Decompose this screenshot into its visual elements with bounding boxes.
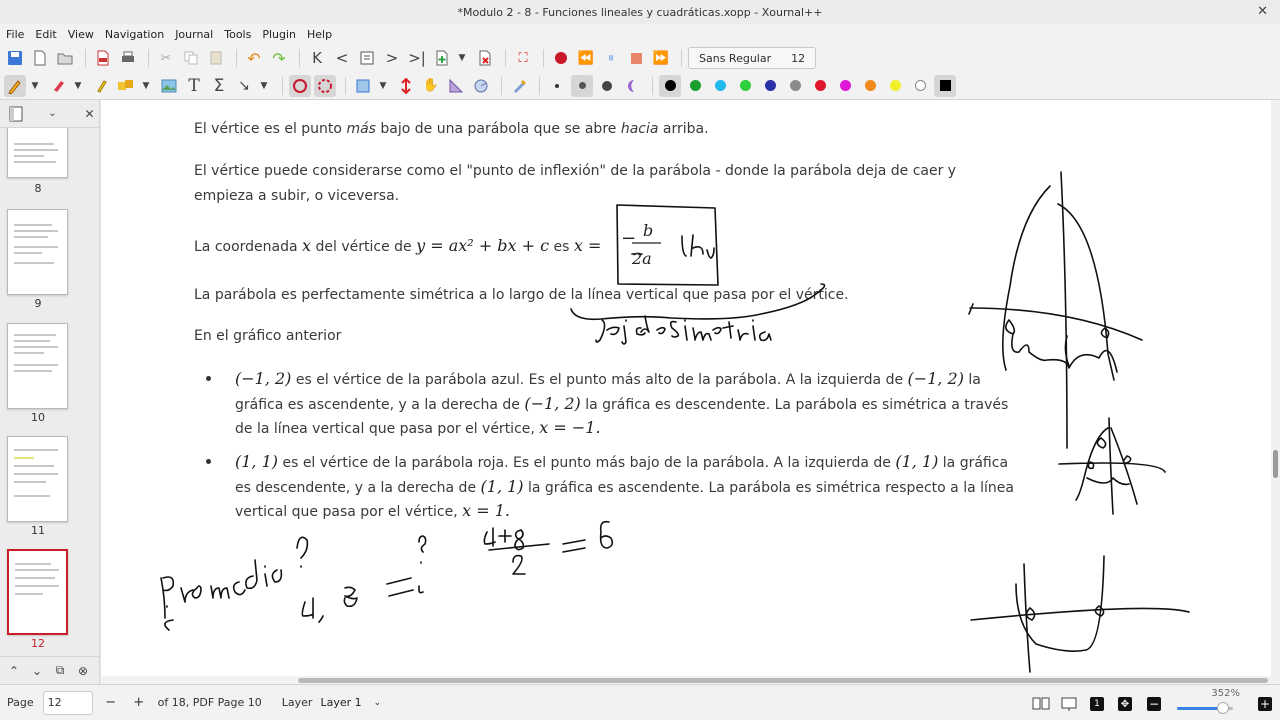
fast-forward-icon[interactable]: ⏩ <box>652 50 670 66</box>
vertical-space-icon[interactable] <box>395 75 417 97</box>
zoom-out-icon[interactable]: − <box>1148 697 1160 711</box>
zoom-level: 352% <box>1211 688 1240 699</box>
bullet-red-line3: vertical que pasa por el vértice, x = 1. <box>235 501 510 520</box>
draw-line-icon[interactable]: ↘ <box>238 77 250 94</box>
zoom-slider[interactable] <box>1177 707 1233 710</box>
horizontal-scrollbar[interactable] <box>101 676 1271 684</box>
eraser-icon[interactable] <box>47 75 69 97</box>
last-page-icon[interactable]: >| <box>408 49 426 67</box>
close-icon[interactable]: ✕ <box>1257 4 1268 19</box>
move-page-up-icon[interactable]: ⌃ <box>8 663 20 678</box>
color-light-blue-swatch[interactable] <box>709 75 731 97</box>
toolbar-separator <box>501 77 502 95</box>
toolbar-separator <box>282 77 283 95</box>
font-selector[interactable] <box>688 47 816 69</box>
compass-icon[interactable] <box>470 75 492 97</box>
horizontal-scroll-thumb[interactable] <box>298 678 1268 683</box>
color-yellow-swatch[interactable] <box>884 75 906 97</box>
rewind-icon[interactable]: ⏪ <box>577 50 595 66</box>
toolbar-separator <box>85 49 86 67</box>
chevron-down-icon[interactable]: ⌄ <box>48 108 57 119</box>
menu-tools[interactable]: Tools <box>224 27 252 41</box>
next-page-icon[interactable]: > <box>385 49 399 67</box>
color-magenta-swatch[interactable] <box>834 75 856 97</box>
goto-page-icon[interactable] <box>356 47 378 69</box>
menu-edit[interactable]: Edit <box>35 27 57 41</box>
font-name: Sans Regular <box>699 51 772 65</box>
fill-icon[interactable] <box>621 75 643 97</box>
chevron-down-icon[interactable]: ▼ <box>31 80 39 91</box>
presentation-mode-icon[interactable] <box>1058 693 1080 715</box>
pen-icon[interactable] <box>4 75 26 97</box>
menu-plugin[interactable]: Plugin <box>262 27 297 41</box>
default-tool-icon[interactable] <box>508 75 530 97</box>
save-icon[interactable] <box>4 47 26 69</box>
pause-icon[interactable]: ⏸ <box>607 50 615 66</box>
chevron-down-icon[interactable]: ▼ <box>260 80 268 91</box>
layer-label: Layer <box>281 696 313 709</box>
page-preview-icon[interactable] <box>6 103 25 125</box>
medium-line-icon[interactable] <box>571 75 593 97</box>
zoom-100-icon[interactable]: 1 <box>1086 693 1108 715</box>
first-page-icon[interactable]: K <box>312 49 322 67</box>
new-document-icon[interactable] <box>29 47 51 69</box>
page-number-selected: 12 <box>31 637 45 650</box>
bullet-red-line2: es descendente, y a la derecha de (1, 1) la gráfica es ascendente. La parábola es simétrica respecto a la línea <box>235 477 1014 496</box>
custom-color-swatch[interactable] <box>934 75 956 97</box>
record-icon[interactable] <box>550 47 572 69</box>
page-count-text: of 18, PDF Page 10 <box>157 696 262 709</box>
page-thumbnail[interactable] <box>7 323 68 409</box>
hand-icon[interactable]: ✋ <box>422 78 440 93</box>
two-pages-icon[interactable] <box>1030 693 1052 715</box>
color-white-swatch[interactable] <box>909 75 931 97</box>
page-decrement-button[interactable]: − <box>105 695 117 710</box>
print-icon[interactable] <box>117 47 139 69</box>
toolbar-separator <box>652 77 653 95</box>
shape-recognizer-icon[interactable] <box>115 75 137 97</box>
bullet-red-line1: (1, 1) es el vértice de la parábola roja. Es el punto más bajo de la parábola. A la izquierda de (1, 1) la gráfica <box>235 452 1009 471</box>
menu-view[interactable]: View <box>67 27 94 41</box>
toolbar-separator <box>148 49 149 67</box>
vertical-scroll-thumb[interactable] <box>1273 450 1278 478</box>
highlighter-icon[interactable] <box>90 75 112 97</box>
page-number: 11 <box>31 524 45 537</box>
chevron-down-icon[interactable]: ⌄ <box>373 697 382 708</box>
color-green-swatch[interactable] <box>684 75 706 97</box>
toolbar-separator <box>543 49 544 67</box>
delete-page-icon[interactable] <box>474 47 496 69</box>
page-thumbnails <box>0 128 100 656</box>
add-page-icon[interactable] <box>431 47 453 69</box>
bullet-blue-line1: (−1, 2) es el vértice de la parábola azul. Es el punto más alto de la parábola. A la izquierda de (−1, 2) la <box>235 369 981 388</box>
color-red-swatch[interactable] <box>809 75 831 97</box>
menu-help[interactable]: Help <box>307 27 333 41</box>
open-folder-icon[interactable] <box>54 47 76 69</box>
handwritten-annotations <box>101 100 1271 676</box>
toolbar-separator <box>681 49 682 67</box>
menu-file[interactable]: File <box>6 27 25 41</box>
redo-icon[interactable]: ↷ <box>272 48 286 68</box>
svg-text:b: b <box>643 221 654 240</box>
text-tool-icon[interactable]: T <box>188 75 200 96</box>
toolbar-separator <box>236 49 237 67</box>
menu-navigation[interactable]: Navigation <box>104 27 165 41</box>
toolbar-separator <box>539 77 540 95</box>
fine-line-icon[interactable] <box>546 75 568 97</box>
previous-page-icon[interactable]: < <box>335 49 349 67</box>
paragraph-symmetry: La parábola es perfectamente simétrica a lo largo de la línea vertical que pasa por el vértice. <box>194 287 849 303</box>
color-light-green-swatch[interactable] <box>734 75 756 97</box>
select-region-icon[interactable] <box>289 75 311 97</box>
toolbar-separator <box>345 77 346 95</box>
menu-bar <box>0 24 1280 44</box>
zoom-in-icon[interactable]: + <box>1259 697 1271 711</box>
page-thumbnail[interactable] <box>7 128 68 178</box>
chevron-down-icon[interactable]: ▼ <box>74 80 82 91</box>
bullet-blue-line2: gráfica es ascendente, y a la derecha de (−1, 2) la gráfica es descendente. La parábola es simétrica a través <box>235 394 1009 413</box>
copy-page-icon[interactable]: ⧉ <box>55 663 65 677</box>
export-pdf-icon[interactable] <box>92 47 114 69</box>
undo-icon[interactable]: ↶ <box>247 48 261 68</box>
paragraph-inflection-line2: empieza a subir, o viceversa. <box>194 188 400 204</box>
ruler-icon[interactable] <box>445 75 467 97</box>
chevron-down-icon[interactable]: ▼ <box>379 80 387 91</box>
paragraph-vertex-definition: El vértice es el punto más bajo de una parábola que se abre hacia arriba. <box>194 121 709 137</box>
svg-text:−: − <box>621 228 637 249</box>
paragraph-graph-intro: En el gráfico anterior <box>194 328 342 344</box>
svg-text:2a: 2a <box>632 249 652 268</box>
stop-icon[interactable] <box>625 47 647 69</box>
main-toolbar <box>0 44 1280 72</box>
zoom-slider-knob[interactable] <box>1217 702 1229 714</box>
vertical-scrollbar[interactable] <box>1271 100 1280 684</box>
fullscreen-icon[interactable]: ⛶ <box>518 50 528 66</box>
paste-icon[interactable] <box>205 47 227 69</box>
chevron-down-icon[interactable]: ▼ <box>142 80 150 91</box>
layer-selector[interactable]: Layer 1 <box>320 696 362 709</box>
thick-line-icon[interactable] <box>596 75 618 97</box>
font-size: 12 <box>791 51 806 65</box>
page-preview-sidebar <box>0 100 100 684</box>
page-number: 9 <box>34 297 42 310</box>
page-number: 10 <box>31 411 45 424</box>
select-object-icon[interactable] <box>314 75 336 97</box>
select-rectangle-icon[interactable] <box>352 75 374 97</box>
paragraph-inflection-line1: El vértice puede considerarse como el "punto de inflexión" de la parábola - donde la parábola deja de caer y <box>194 163 957 179</box>
chevron-down-icon[interactable]: ▼ <box>458 53 466 63</box>
status-bar <box>0 684 1280 720</box>
sidebar-header <box>0 100 99 128</box>
cut-icon[interactable]: ✂ <box>160 50 172 66</box>
color-black-swatch[interactable] <box>659 75 681 97</box>
menu-journal[interactable]: Journal <box>175 27 214 41</box>
move-page-down-icon[interactable]: ⌄ <box>31 663 43 678</box>
page-number-input[interactable]: 12 <box>43 691 93 715</box>
window-title: *Modulo 2 - 8 - Funciones lineales y cuadráticas.xopp - Xournal++ <box>457 5 823 19</box>
page-label: Page <box>7 696 34 709</box>
zoom-fit-icon[interactable]: ✥ <box>1114 693 1136 715</box>
paragraph-vertex-formula: La coordenada x del vértice de y = ax² + bx + c es x = <box>194 236 602 255</box>
page-number: 8 <box>34 182 42 195</box>
image-icon[interactable] <box>158 75 180 97</box>
color-orange-swatch[interactable] <box>859 75 881 97</box>
color-blue-swatch[interactable] <box>759 75 781 97</box>
page-increment-button[interactable]: + <box>133 695 145 710</box>
page-thumbnail[interactable] <box>7 436 68 522</box>
bullet-blue-line3: de la línea vertical que pasa por el vértice, x = −1. <box>235 418 601 437</box>
close-sidebar-icon[interactable]: ✕ <box>84 106 95 121</box>
latex-tool-icon[interactable]: Σ <box>213 75 225 96</box>
page-thumbnail[interactable] <box>7 209 68 295</box>
document-canvas[interactable] <box>101 100 1271 676</box>
page-thumbnail-selected[interactable] <box>7 549 68 635</box>
title-bar <box>0 0 1280 24</box>
toolbar-separator <box>299 49 300 67</box>
toolbar-separator <box>505 49 506 67</box>
tools-toolbar <box>0 72 1280 100</box>
delete-page-icon[interactable]: ⊗ <box>77 663 89 678</box>
copy-icon[interactable] <box>180 47 202 69</box>
color-gray-swatch[interactable] <box>784 75 806 97</box>
sidebar-footer <box>0 656 100 684</box>
